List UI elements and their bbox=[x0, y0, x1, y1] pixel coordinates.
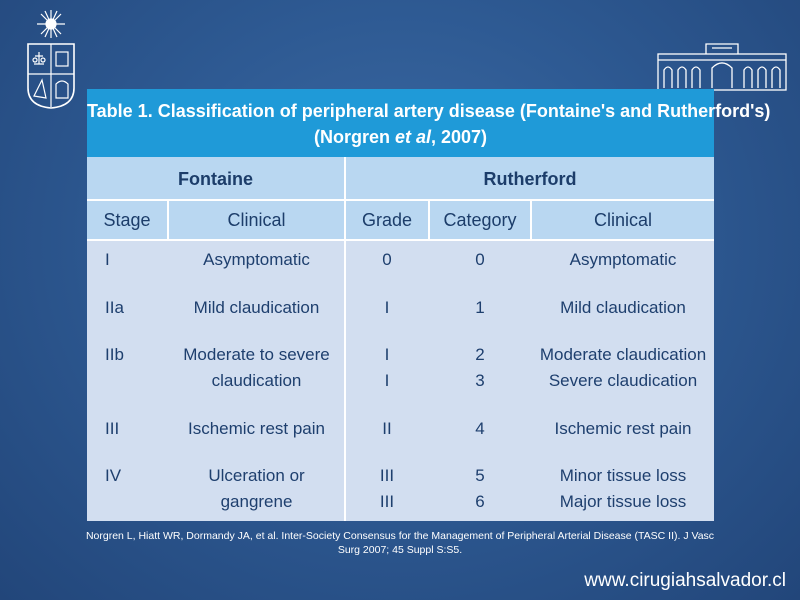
cell-category: 0 bbox=[475, 250, 485, 269]
cell-fontaine-clinical: gangrene bbox=[220, 492, 293, 511]
cell-fontaine-clinical: Ischemic rest pain bbox=[188, 419, 325, 438]
cell-grade: I bbox=[384, 345, 390, 364]
cell-stage: IIb bbox=[105, 345, 124, 364]
table-title-line2: (Norgren et al, 2007) bbox=[313, 127, 488, 147]
cell-fontaine-clinical: Mild claudication bbox=[193, 298, 320, 317]
cell-rutherford-clinical: Mild claudication bbox=[560, 298, 686, 317]
table-title-line1: Table 1. Classification of peripheral artery disease (Fontaine's and Rutherford's) bbox=[87, 101, 771, 121]
cell-stage: I bbox=[105, 250, 110, 269]
col-header-stage: Stage bbox=[103, 210, 151, 230]
cell-rutherford-clinical: Moderate claudication bbox=[539, 345, 707, 364]
cell-grade: I bbox=[384, 371, 390, 390]
cell-category: 3 bbox=[475, 371, 485, 390]
group-header-fontaine: Fontaine bbox=[178, 169, 253, 189]
cell-category: 6 bbox=[475, 492, 485, 511]
cell-rutherford-clinical: Minor tissue loss bbox=[559, 466, 687, 485]
citation-line1: Norgren L, Hiatt WR, Dormandy JA, et al. Inter-Society Consensus for the Management of Peripheral Arterial Disease (TASC II). J Vasc bbox=[85, 530, 715, 542]
cell-fontaine-clinical: Moderate to severe bbox=[183, 345, 330, 364]
cell-category: 4 bbox=[475, 419, 485, 438]
col-header-grade: Grade bbox=[361, 210, 413, 230]
cell-grade: III bbox=[379, 466, 395, 485]
cell-category: 5 bbox=[475, 466, 485, 485]
cell-stage: III bbox=[105, 419, 120, 438]
cell-grade: 0 bbox=[382, 250, 392, 269]
website-url[interactable]: www.cirugiahsalvador.cl bbox=[584, 570, 786, 591]
cell-category: 1 bbox=[475, 298, 485, 317]
university-crest-logo bbox=[24, 8, 78, 110]
cell-grade: III bbox=[379, 492, 395, 511]
cell-fontaine-clinical: claudication bbox=[211, 371, 302, 390]
cell-stage: IIa bbox=[105, 298, 124, 317]
citation-line2: Surg 2007; 45 Suppl S:S5. bbox=[337, 544, 463, 556]
group-header-rutherford: Rutherford bbox=[483, 169, 577, 189]
col-header-rutherford-clinical: Clinical bbox=[593, 210, 653, 230]
col-header-fontaine-clinical: Clinical bbox=[227, 210, 286, 230]
cell-grade: I bbox=[384, 298, 390, 317]
classification-table bbox=[87, 89, 771, 521]
cell-rutherford-clinical: Severe claudication bbox=[548, 371, 698, 390]
hospital-building-logo bbox=[656, 40, 788, 92]
col-header-category: Category bbox=[443, 210, 517, 230]
cell-stage: IV bbox=[105, 466, 122, 485]
cell-rutherford-clinical: Asymptomatic bbox=[569, 250, 677, 269]
table-title bbox=[87, 89, 771, 157]
cell-category: 2 bbox=[475, 345, 485, 364]
cell-grade: II bbox=[382, 419, 392, 438]
cell-rutherford-clinical: Ischemic rest pain bbox=[554, 419, 692, 438]
cell-rutherford-clinical: Major tissue loss bbox=[559, 492, 687, 511]
cell-fontaine-clinical: Ulceration or bbox=[208, 466, 305, 485]
cell-fontaine-clinical: Asymptomatic bbox=[203, 250, 310, 269]
citation bbox=[60, 529, 740, 557]
